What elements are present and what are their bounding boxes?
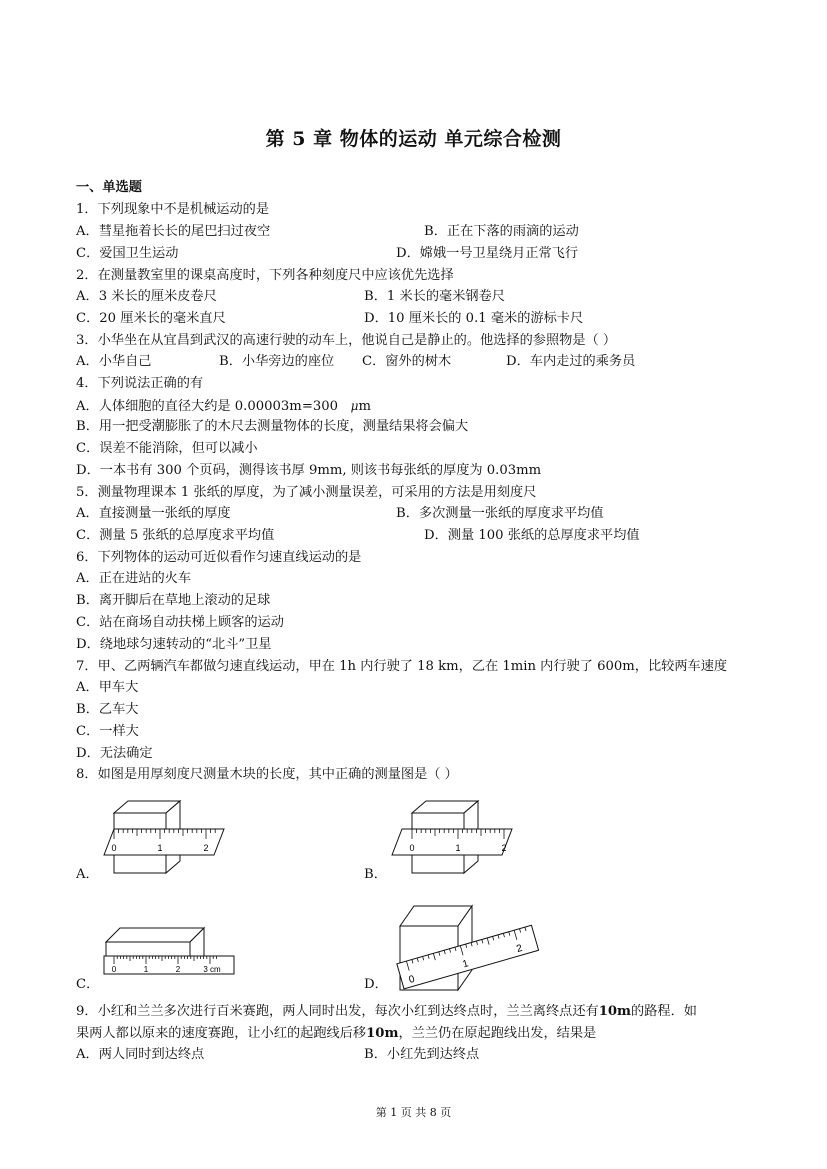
- page-footer: 第 1 页 共 8 页: [375, 1106, 452, 1119]
- q6-option-d: D．绕地球匀速转动的“北斗”卫星: [76, 637, 272, 652]
- q8-a-tick-label-2: 2: [203, 843, 209, 853]
- q3-stem: 3．小华坐在从宜昌到武汉的高速行驶的动车上，他说自己是静止的。他选择的参照物是（ ）: [76, 333, 617, 348]
- q9-line-1: [76, 1003, 697, 1021]
- q8-c-tick-label-3: 3 cm: [203, 965, 221, 974]
- q4-stem: 4．下列说法正确的有: [76, 376, 204, 391]
- q9-line-2: [76, 1025, 596, 1043]
- q5-option-c: C．测量 5 张纸的总厚度求平均值: [76, 528, 275, 543]
- q1-option-b: B．正在下落的雨滴的运动: [424, 224, 579, 239]
- q8-option-d: D．: [364, 977, 388, 992]
- page-title: 第 5 章 物体的运动 单元综合检测: [265, 128, 562, 150]
- q9-distance-1: 10m: [598, 1004, 632, 1019]
- q8-d-tick-label-2: 2: [515, 942, 524, 956]
- q4-option-a-unit: μ: [350, 399, 359, 413]
- q8-c-tick-label-1: 1: [143, 965, 149, 974]
- q8-figure-d: [388, 900, 548, 996]
- q8-a-tick-label-1: 1: [157, 843, 163, 853]
- q4-option-a-suffix: m: [358, 399, 371, 414]
- q8-option-a: A．: [76, 867, 99, 882]
- q8-option-b: B．: [364, 867, 387, 882]
- q5-stem: 5．测量物理课本 1 张纸的厚度，为了减小测量误差，可采用的方法是用刻度尺: [76, 485, 537, 500]
- q1-stem: 1．下列现象中不是机械运动的是: [76, 202, 270, 217]
- q3-option-c: C．窗外的树木: [362, 354, 452, 369]
- q1-option-c: C．爱国卫生运动: [76, 246, 179, 261]
- q2-stem: 2．在测量教室里的课桌高度时，下列各种刻度尺中应该优先选择: [76, 268, 454, 283]
- q8-option-c: C．: [76, 977, 100, 992]
- q6-option-b: B．离开脚后在草地上滚动的足球: [76, 593, 271, 608]
- q6-option-c: C．站在商场自动扶梯上顾客的运动: [76, 615, 284, 630]
- q6-stem: 6．下列物体的运动可近似看作匀速直线运动的是: [76, 550, 362, 565]
- q7-option-b: B．乙车大: [76, 702, 139, 717]
- q7-option-c: C．一样大: [76, 724, 139, 739]
- q1-option-a: A．彗星拖着长长的尾巴扫过夜空: [76, 224, 271, 239]
- q8-d-tick-label-0: 0: [407, 973, 417, 986]
- q5-option-b: B．多次测量一张纸的厚度求平均值: [396, 506, 604, 521]
- q8-c-tick-label-0: 0: [111, 965, 117, 974]
- q8-figure-c: [100, 918, 240, 982]
- q9-line-2-text: 果两人都以原来的速度赛跑，让小红的起跑线后移: [76, 1026, 367, 1041]
- q3-option-d: D．车内走过的乘务员: [506, 354, 636, 369]
- q8-b-tick-label-0: 0: [409, 843, 415, 853]
- q7-stem: 7．甲、乙两辆汽车都做匀速直线运动，甲在 1h 内行驶了 18 km，乙在 1min 内行驶了 600m，比较两车速度: [76, 659, 728, 674]
- q6-option-a: A．正在进站的火车: [76, 571, 192, 586]
- q9-option-b: B．小红先到达终点: [364, 1047, 480, 1062]
- q9-line-1-suffix: 的路程．如: [631, 1004, 697, 1019]
- q9-line-1-text: 9．小红和兰兰多次进行百米赛跑，两人同时出发，每次小红到达终点时，兰兰离终点还有: [76, 1004, 599, 1019]
- q7-option-a: A．甲车大: [76, 680, 139, 695]
- q4-option-a-text: A．人体细胞的直径大约是 0.00003m=300: [76, 399, 339, 414]
- q2-option-a: A．3 米长的厘米皮卷尺: [76, 289, 217, 304]
- q8-c-tick-label-2: 2: [175, 965, 181, 974]
- section-heading: 一、单选题: [76, 180, 142, 195]
- q4-option-a: [76, 397, 371, 416]
- q3-option-b: B．小华旁边的座位: [219, 354, 335, 369]
- q9-distance-2: 10m: [366, 1026, 399, 1041]
- q2-option-c: C．20 厘米长的毫米直尺: [76, 311, 226, 326]
- q4-option-c: C．误差不能消除，但可以减小: [76, 441, 258, 456]
- q4-option-b: B．用一把受潮膨胀了的木尺去测量物体的长度，测量结果将会偏大: [76, 419, 469, 434]
- q3-option-a: A．小华自己: [76, 354, 152, 369]
- q8-d-tick-label-1: 1: [461, 958, 470, 971]
- q5-option-a: A．直接测量一张纸的厚度: [76, 506, 231, 521]
- q9-line-2-suffix: ，兰兰仍在原起跑线出发，结果是: [398, 1026, 597, 1041]
- q8-figure-b: [388, 795, 528, 885]
- q8-b-tick-label-2: 2: [501, 843, 507, 853]
- q8-b-tick-label-1: 1: [455, 843, 461, 853]
- q4-option-d: D．一本书有 300 个页码，测得该书厚 9mm, 则该书每张纸的厚度为 0.03mm: [76, 463, 542, 478]
- q8-stem: 8．如图是用厚刻度尺测量木块的长度，其中正确的测量图是（ ）: [76, 767, 458, 782]
- q7-option-d: D．无法确定: [76, 746, 153, 761]
- q5-option-d: D．测量 100 张纸的总厚度求平均值: [424, 528, 640, 543]
- q9-option-a: A．两人同时到达终点: [76, 1047, 205, 1062]
- q1-option-d: D．嫦娥一号卫星绕月正常飞行: [396, 246, 579, 261]
- q8-figure-a: [100, 795, 240, 885]
- q2-option-b: B．1 米长的毫米钢卷尺: [364, 289, 505, 304]
- q8-a-tick-label-0: 0: [111, 843, 117, 853]
- q2-option-d: D．10 厘米长的 0.1 毫米的游标卡尺: [364, 311, 584, 326]
